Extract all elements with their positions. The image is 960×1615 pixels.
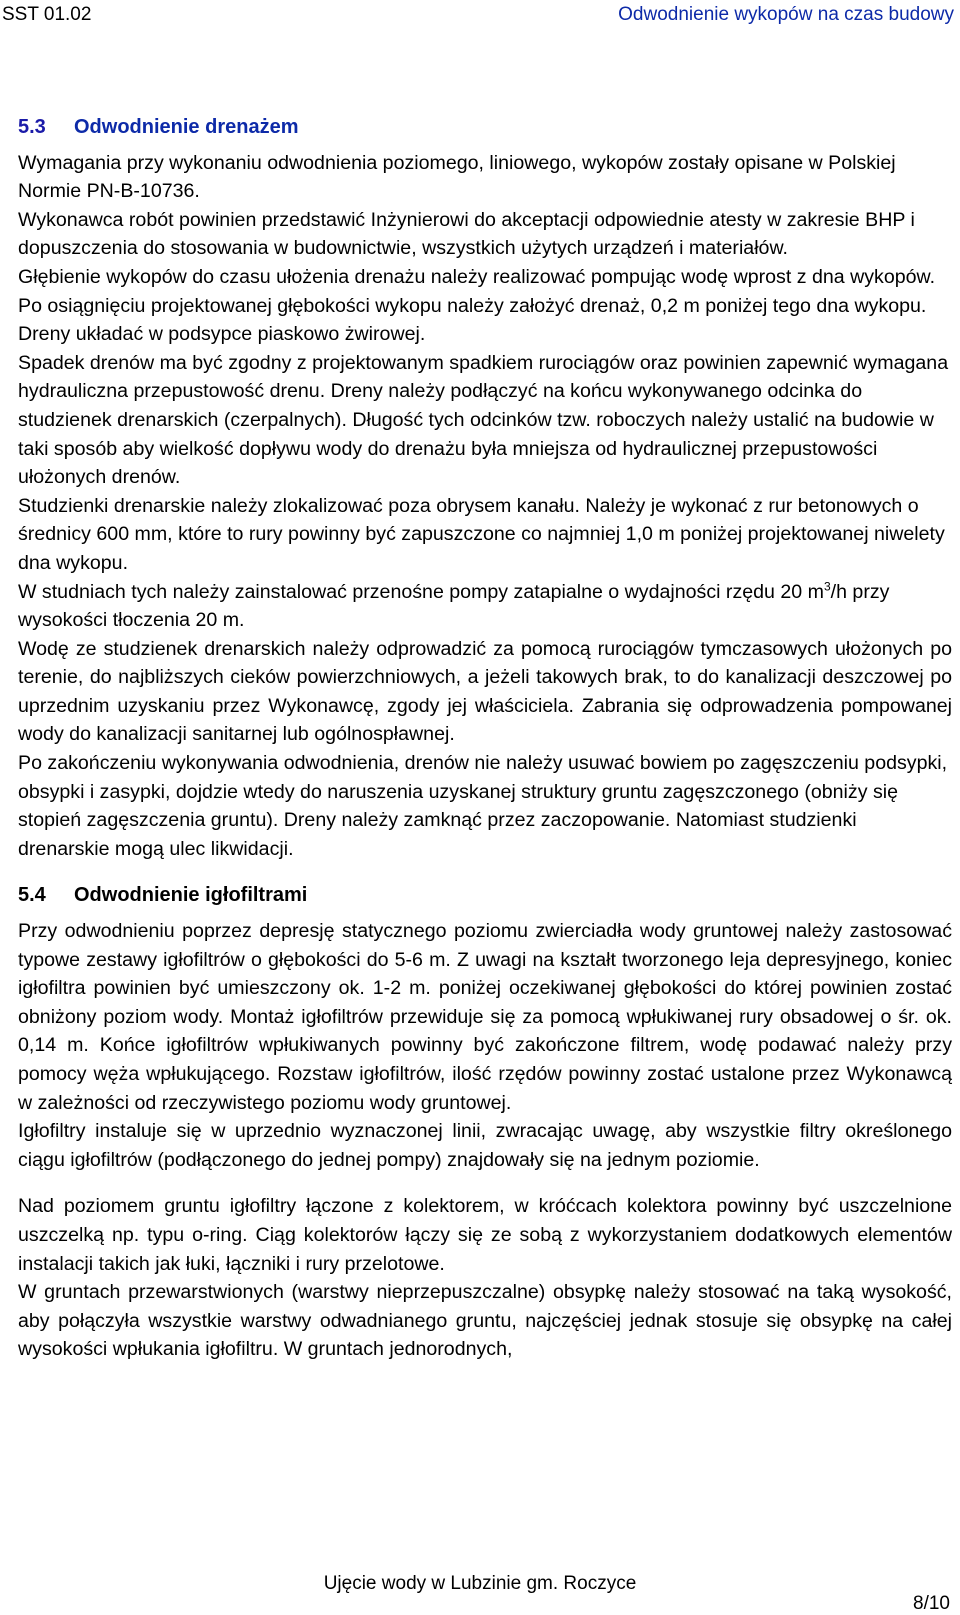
spacer xyxy=(18,863,952,881)
page-number: 8/10 xyxy=(913,1593,950,1614)
paragraph: Studzienki drenarskie należy zlokalizować poza obrysem kanału. Należy je wykonać z rur betonowych o średnicy 600 mm, które to rury powinny być zapuszczone co najmniej 1,0 m poniżej projektowanej niwelety dna wykopu. xyxy=(18,494,945,574)
paragraph: Wymagania przy wykonaniu odwodnienia poziomego, liniowego, wykopów zostały opisane w Polskiej Normie PN-B-10736. xyxy=(18,151,896,203)
superscript: 3 xyxy=(823,578,831,593)
section-heading-5-4 xyxy=(18,881,952,910)
page-header xyxy=(0,0,960,30)
paragraph-part: /h przy wysokości tłoczenia 20 m. xyxy=(18,580,890,632)
paragraph: Igłofiltry instaluje się w uprzednio wyznaczonej linii, zwracając uwagę, aby wszystkie filtry określonego ciągu igłofiltrów (podłączonego do jednej pompy) znajdowały się na jednym poziomie. xyxy=(18,1120,952,1171)
section-number: 5.4 xyxy=(18,884,46,907)
document-title: Odwodnienie wykopów na czas budowy xyxy=(618,4,954,25)
paragraph: Wodę ze studzienek drenarskich należy odprowadzić za pomocą rurociągów tymczasowych ułożonych po terenie, do najbliższych cieków powierzchniowych, a jeżeli takowych brak, to do kanalizacji deszczowej po uprzednim uzyskaniu przez Wykonawcę, zgody jej właściciela. Zabrania się odprowadzenia pompowanej wody do kanalizacji sanitarnej lub ogólnospławnej. xyxy=(18,637,952,746)
page-content xyxy=(18,113,952,1364)
paragraph: Głębienie wykopów do czasu ułożenia drenażu należy realizować pompując wodę wprost z dna wykopów. Po osiągnięciu projektowanej głębokości wykopu należy założyć drenaż, 0,2 m poniżej tego dna wykopu. Dreny układać w podsypce piaskowo żwirowej. xyxy=(18,265,936,346)
section-heading-5-3 xyxy=(18,113,952,142)
paragraph-part: W studniach tych należy zainstalować przenośne pompy zatapialne o wydajności rzędu 20 m xyxy=(18,580,824,603)
page-footer: Ujęcie wody w Lubzinie gm. Roczyce xyxy=(323,1573,637,1594)
document-code: SST 01.02 xyxy=(2,4,92,25)
paragraph: Wykonawca robót powinien przedstawić Inżynierowi do akceptacji odpowiednie atesty w zakresie BHP i dopuszczenia do stosowania w budownictwie, wszystkich użytych urządzeń i materiałów. xyxy=(18,208,915,260)
paragraph: W gruntach przewarstwionych (warstwy nieprzepuszczalne) obsypkę należy stosować na taką wysokość, aby połączyła wszystkie warstwy odwadnianego gruntu, najczęściej jednak stosuje się obsypkę na całej wysokości wpłukania igłofiltru. W gruntach jednorodnych, xyxy=(18,1281,952,1361)
section-title: Odwodnienie igłofiltrami xyxy=(74,884,308,907)
spacer xyxy=(18,1174,952,1192)
section-number: 5.3 xyxy=(18,116,46,138)
paragraph: Nad poziomem gruntu igłofiltry łączone z kolektorem, w króćcach kolektora powinny być uszczelnione uszczelką np. typu o-ring. Ciąg kolektorów łączy się ze sobą z wykorzystaniem dodatkowych elementów instalacji takich jak łuki, łączniki i rury przelotowe. xyxy=(18,1195,952,1275)
section-title: Odwodnienie drenażem xyxy=(74,116,299,138)
paragraph: Przy odwodnieniu poprzez depresję statycznego poziomu zwierciadła wody gruntowej należy zastosować typowe zestawy igłofiltrów o głębokości do 5-6 m. Z uwagi na kształt tworzonego leja depresyjnego, koniec igłofiltra powinien być umieszczony ok. 1-2 m. poniżej oczekiwanej głębokości do której powinien zostać obniżony poziom wody. Montaż igłofiltrów przewiduje się za pomocą wpłukiwanej rury obsadowej o śr. ok. 0,14 m. Końce igłofiltrów wpłukiwanych powinny być zakończone filtrem, wodę podawać należy przy pomocy węża wpłukującego. Rozstaw igłofiltrów, ilość rzędów powinny zostać ustalone przez Wykonawcą w zależności od rzeczywistego poziomu wody gruntowej. xyxy=(18,920,952,1114)
paragraph-pump-capacity xyxy=(18,578,952,635)
paragraph: Spadek drenów ma być zgodny z projektowanym spadkiem rurociągów oraz powinien zapewnić wymagana hydrauliczna przepustowość drenu. Dreny należy podłączyć na końcu wykonywanego odcinka do studzienek drenarskich (czerpalnych). Długość tych odcinków tzw. roboczych należy ustalić na budowie w taki sposób aby wielkość dopływu wody do drenażu była mniejsza od hydraulicznej przepustowości ułożonych drenów. xyxy=(18,351,949,489)
paragraph: Po zakończeniu wykonywania odwodnienia, drenów nie należy usuwać bowiem po zagęszczeniu podsypki, obsypki i zasypki, dojdzie wtedy do naruszenia uzyskanej struktury gruntu zagęszczonego (obniży się stopień zagęszczenia gruntu). Dreny należy zamknąć przez zaczopowanie. Natomiast studzienki drenarskie mogą ulec likwidacji. xyxy=(18,752,948,860)
